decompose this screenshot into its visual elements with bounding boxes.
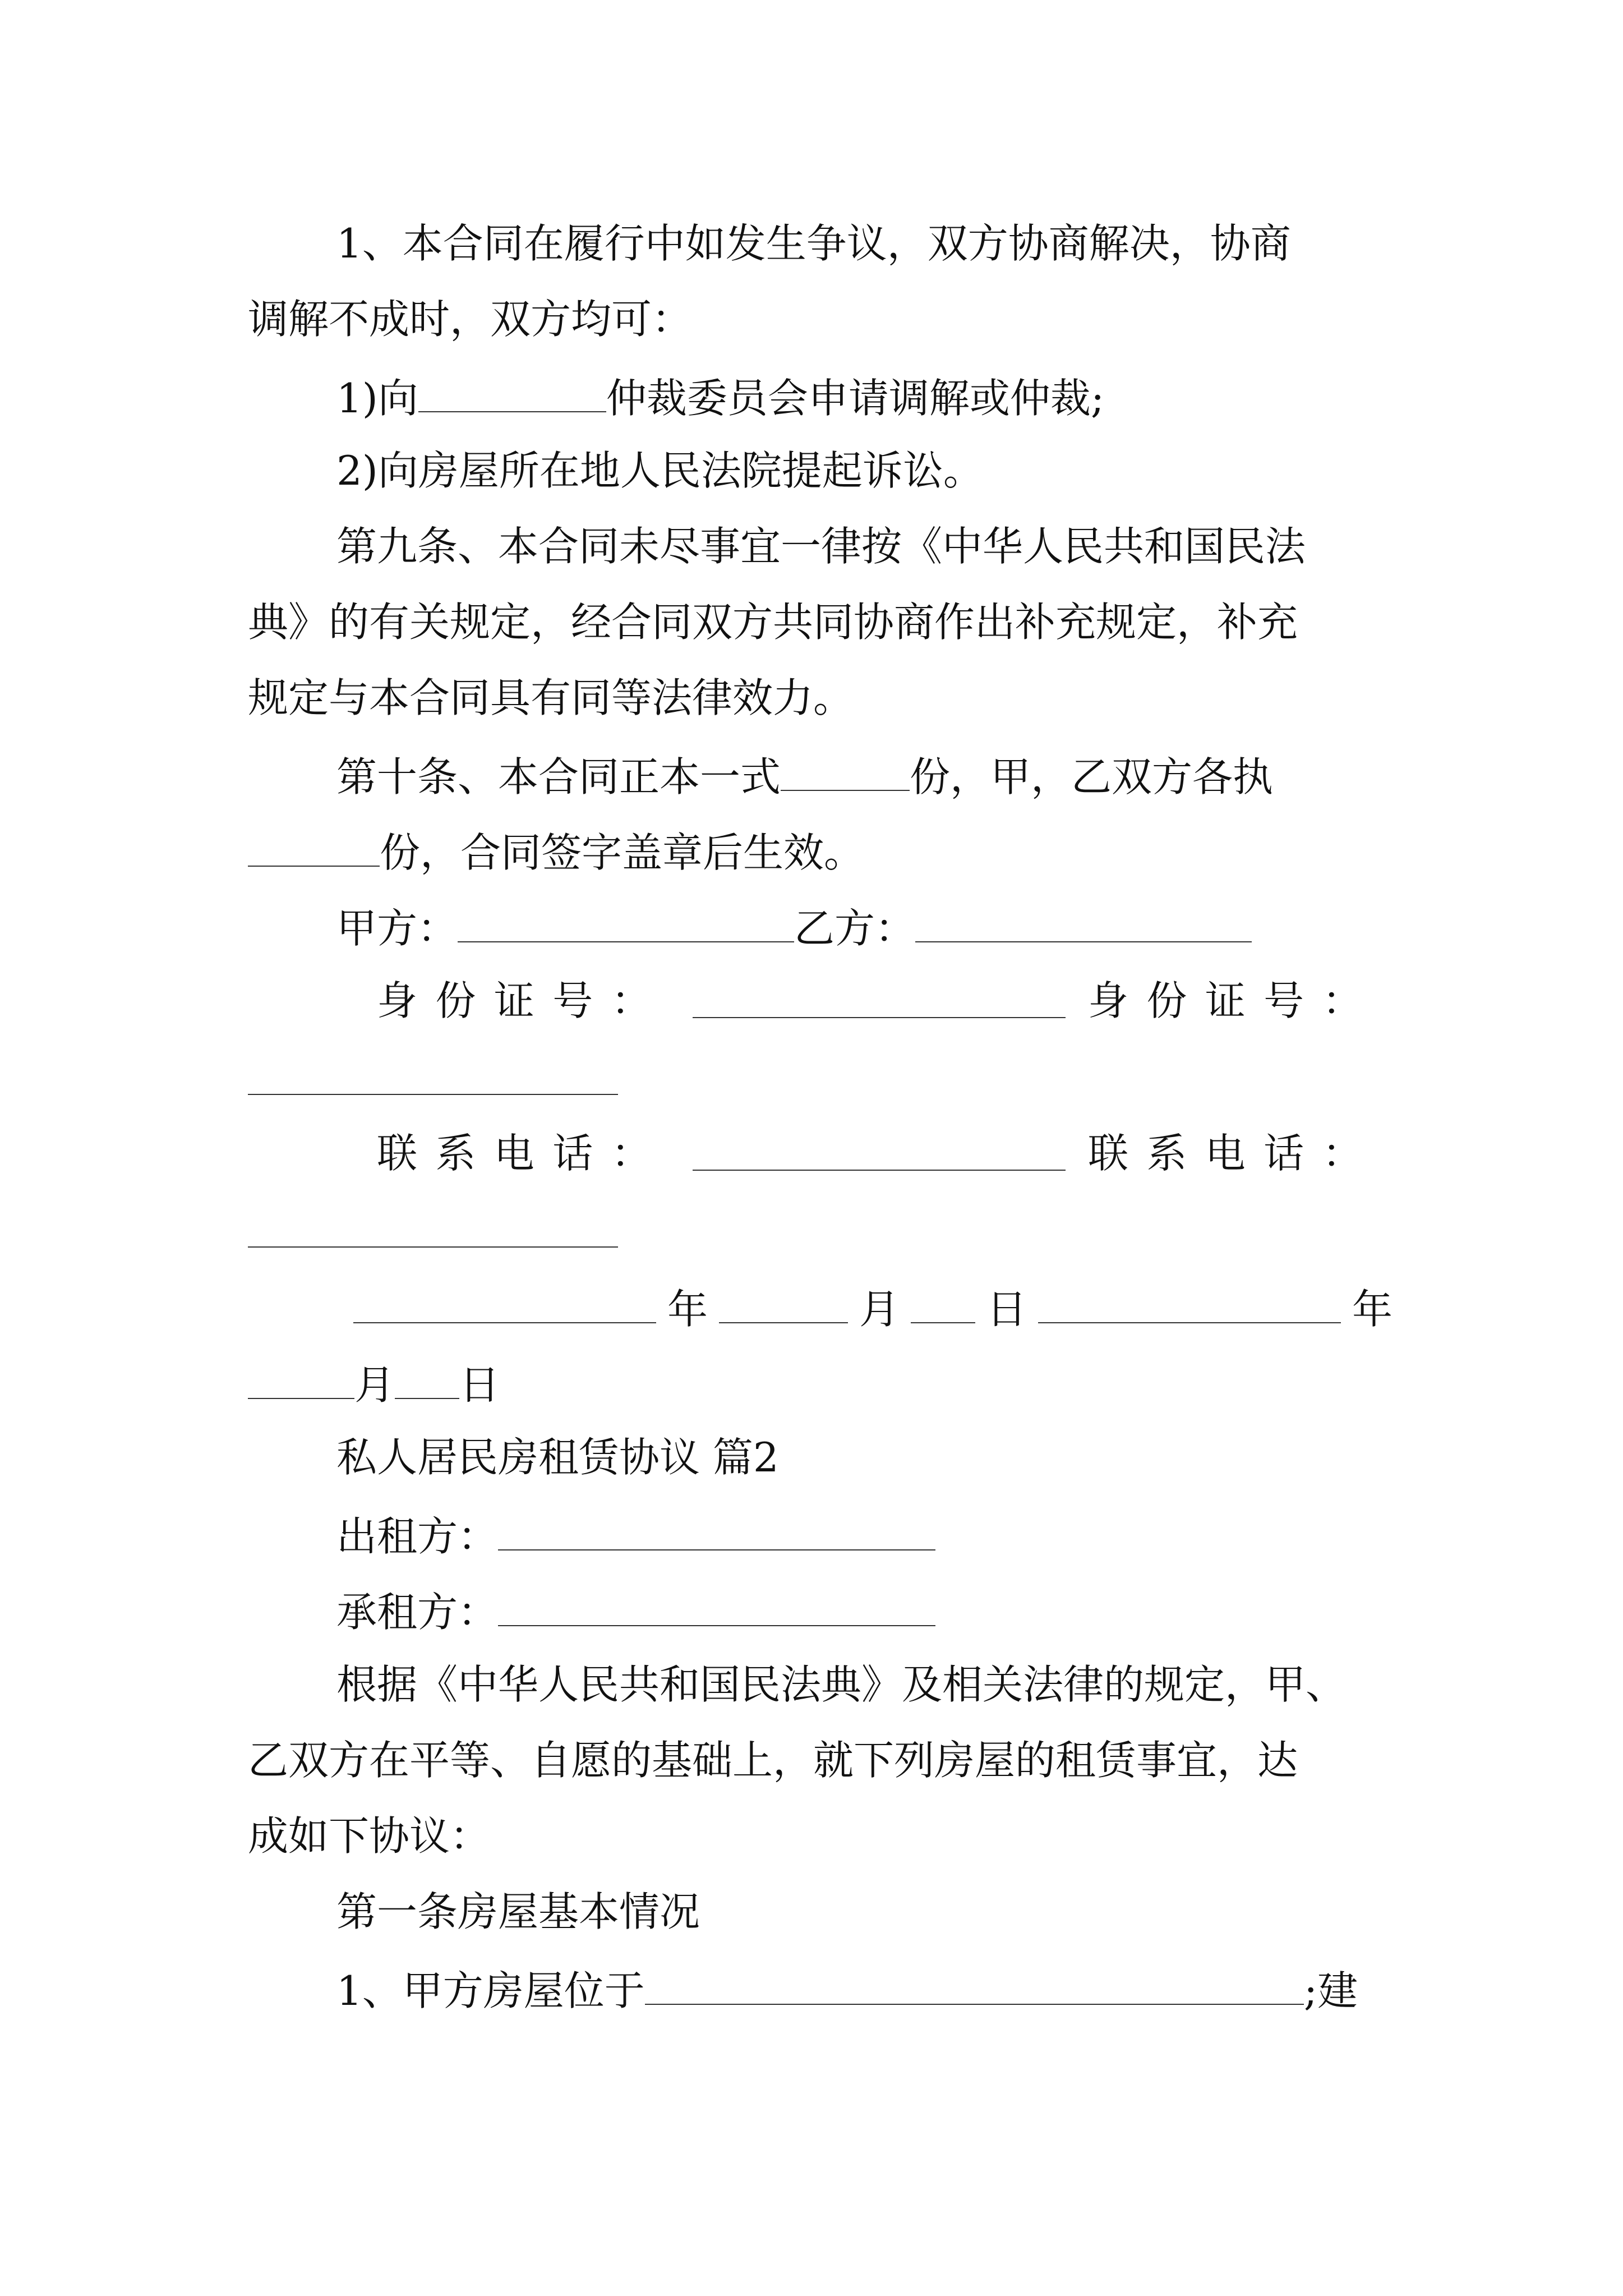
article1-item1 [336,1967,1358,2014]
month-blank-b [248,1361,354,1399]
lessee-blank [498,1589,935,1626]
date-line-1 [353,1285,1393,1333]
copies-blank [781,753,910,791]
preamble-line2: 乙双方在平等、自愿的基础上，就下列房屋的租赁事宜，达 [248,1737,1298,1784]
phone-blank-a [693,1133,1066,1171]
date-line-2 [248,1361,500,1409]
article1-title: 第一条房屋基本情况 [336,1888,700,1935]
lessee-line [336,1588,935,1636]
party-a-label: 甲方： [336,904,458,952]
lessee-label: 承租方： [336,1588,499,1636]
year-label-a: 年 [667,1285,708,1333]
day-label-b: 日 [459,1361,500,1409]
article10-prefix: 第十条、本合同正本一式 [336,753,781,800]
each-copies-blank [248,829,380,867]
article9-line1: 第九条、本合同未尽事宜一律按《中华人民共和国民法 [336,523,1306,570]
phone-label-b: 联系电话： [1087,1130,1381,1177]
article9-line2: 典》的有关规定，经合同双方共同协商作出补充规定，补充 [248,599,1298,646]
party-a-blank [458,905,794,942]
arbitration-item [336,374,1105,422]
arbitration-blank [418,375,606,412]
id-number-line [377,977,1381,1024]
month-label-b: 月 [354,1361,395,1409]
id-label-a: 身份证号： [377,977,670,1024]
paragraph-dispute-line2: 调解不成时，双方均可： [248,296,693,343]
article10-line2-suffix: 份，合同签字盖章后生效。 [380,829,865,876]
day-label-a: 日 [986,1285,1027,1333]
location-blank [645,1967,1304,2005]
id-blank-a [693,981,1066,1018]
id-label-b: 身份证号： [1087,977,1381,1024]
day-blank-a [911,1286,975,1323]
parties-line [336,904,1252,952]
section-title: 私人居民房租赁协议 篇2 [336,1434,779,1481]
article9-line3: 规定与本合同具有同等法律效力。 [248,674,854,721]
arbitration-item-suffix: 仲裁委员会申请调解或仲裁; [606,374,1105,422]
phone-line [377,1130,1381,1177]
lessor-label: 出租方： [336,1512,499,1560]
article10-suffix: 份，甲，乙双方各执 [910,753,1274,800]
id-blank-b-line [248,1057,618,1101]
party-b-label: 乙方： [794,904,916,952]
party-b-blank [915,905,1252,942]
paragraph-dispute-line1: 1、本合同在履行中如发生争议，双方协商解决，协商 [336,220,1291,267]
article1-item1-suffix: ;建 [1303,1967,1358,2014]
phone-blank-b [248,1210,618,1248]
year-blank-b [1038,1286,1341,1323]
lessor-line [336,1512,935,1560]
phone-label-a: 联系电话： [377,1130,670,1177]
year-label-b: 年 [1352,1285,1393,1333]
id-blank-b [248,1057,618,1095]
day-blank-b [395,1361,459,1399]
phone-blank-b-line [248,1210,618,1254]
lessor-blank [498,1513,935,1550]
preamble-line3: 成如下协议： [248,1812,491,1860]
year-blank-a [353,1286,656,1323]
article10-line2 [248,829,865,876]
article10-line1 [336,753,1274,800]
preamble-line1: 根据《中华人民共和国民法典》及相关法律的规定，甲、 [336,1661,1347,1708]
month-blank-a [719,1286,848,1323]
article1-item1-prefix: 1、甲方房屋位于 [336,1967,645,2014]
arbitration-item-prefix: 1)向 [336,374,418,422]
lawsuit-item: 2)向房屋所在地人民法院提起诉讼。 [336,447,984,494]
month-label-a: 月 [859,1285,900,1333]
